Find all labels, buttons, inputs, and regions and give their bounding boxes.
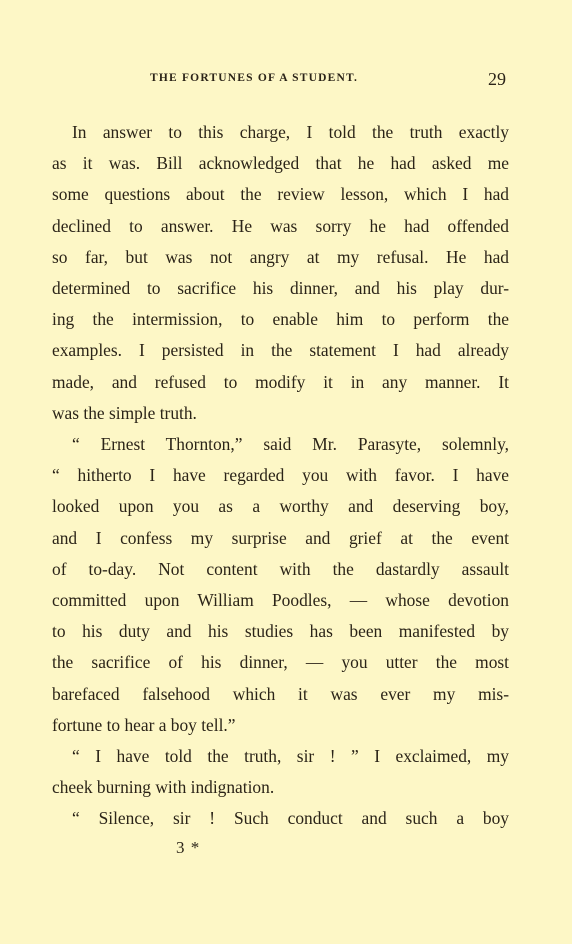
text-line: as it was. Bill acknowledged that he had asked me bbox=[52, 153, 509, 174]
text-line: “ hitherto I have regarded you with favor. I have bbox=[52, 465, 509, 486]
running-title: THE FORTUNES OF A STUDENT. bbox=[150, 72, 359, 84]
text-line: “ Ernest Thornton,” said Mr. Parasyte, solemnly, bbox=[72, 434, 509, 455]
text-line: barefaced falsehood which it was ever my mis- bbox=[52, 683, 509, 704]
signature-mark: 3 * bbox=[176, 838, 201, 857]
text-line: committed upon William Poodles, — whose devotion bbox=[52, 590, 509, 611]
text-line: so far, but was not angry at my refusal. He had bbox=[52, 246, 509, 267]
text-line: was the simple truth. bbox=[52, 402, 197, 423]
text-line: examples. I persisted in the statement I had already bbox=[52, 340, 509, 361]
text-line: to his duty and his studies has been manifested by bbox=[52, 621, 509, 642]
text-line: cheek burning with indignation. bbox=[52, 777, 275, 798]
text-line: the sacrifice of his dinner, — you utter the most bbox=[52, 652, 509, 673]
text-line: looked upon you as a worthy and deserving boy, bbox=[52, 496, 509, 517]
text-line: some questions about the review lesson, which I had bbox=[52, 184, 509, 205]
text-line: “ Silence, sir ! Such conduct and such a boy bbox=[72, 808, 509, 829]
body-text bbox=[52, 117, 509, 835]
text-line: of to-day. Not content with the dastardly assault bbox=[52, 558, 509, 579]
page-number: 29 bbox=[488, 69, 506, 89]
text-line: fortune to hear a boy tell.” bbox=[52, 714, 236, 735]
text-line: and I confess my surprise and grief at the event bbox=[52, 527, 509, 548]
text-line: In answer to this charge, I told the truth exactly bbox=[72, 122, 509, 142]
text-line: determined to sacrifice his dinner, and his play dur- bbox=[52, 278, 509, 299]
text-line: declined to answer. He was sorry he had offended bbox=[52, 215, 509, 236]
text-line: ing the intermission, to enable him to perform the bbox=[52, 309, 509, 330]
text-line: “ I have told the truth, sir ! ” I exclaimed, my bbox=[72, 746, 509, 767]
text-line: made, and refused to modify it in any manner. It bbox=[52, 371, 509, 392]
